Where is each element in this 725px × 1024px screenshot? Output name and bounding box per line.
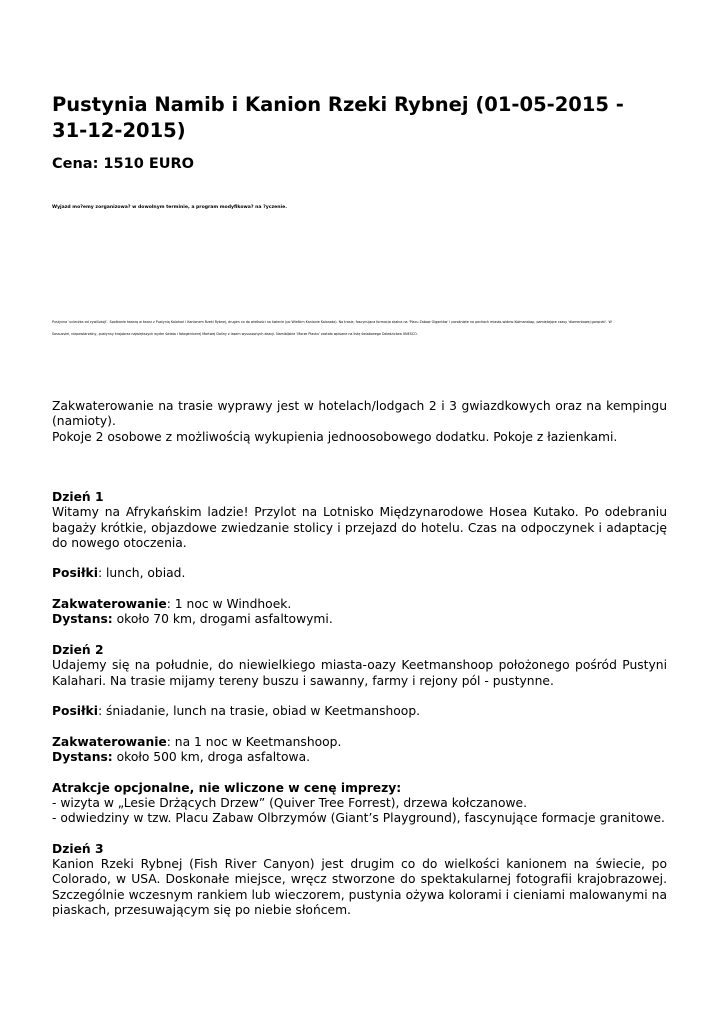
day-2-text: Udajemy się na południe, do niewielkiego miasta-oazy Keetmanshoop położonego pośród Pustyni Kalahari. Na trasie mijamy tereny buszu i sawanny, farmy i rejony pól - pustynne. — [52, 658, 667, 688]
day-2-meals — [52, 704, 667, 719]
meals-value: : śniadanie, lunch na trasie, obiad w Keetmanshoop. — [97, 704, 421, 719]
price: Cena: 1510 EURO — [52, 156, 195, 172]
optional-attraction-1: - wizyta w „Lesie Drżących Drzew” (Quiver Tree Forrest), drzewa kołczanowe. — [52, 795, 528, 810]
stay-label: Zakwaterowanie — [52, 597, 167, 612]
intro-line-2: Sossusvlei, niepowtarzalny, pustynny krajobraz największych wydm świata i fotogenicznej Martwej Doliny z lasem wysuszonych akacji. Namibijskie ‘Morze Piasku’ zostało wpisane na listę światowego Dziedzictwa UNESCO. — [52, 332, 418, 336]
day-1-title: Dzień 1 — [52, 490, 104, 504]
meals-label: Posiłki — [52, 566, 98, 581]
accommodation-section — [52, 399, 667, 445]
stay-label: Zakwaterowanie — [52, 734, 167, 749]
optional-attractions-title: Atrakcje opcjonalne, nie wliczone w cenę imprezy: — [52, 780, 402, 795]
day-1-meals — [52, 566, 667, 581]
day-2-distance — [52, 750, 667, 765]
meals-value: : lunch, obiad. — [97, 566, 186, 581]
stay-value: : 1 noc w Windhoek. — [166, 597, 292, 612]
accommodation-line-1: Zakwaterowanie na trasie wyprawy jest w hotelach/lodgach 2 i 3 gwiazdkowych oraz na kempingu (namioty). — [52, 399, 667, 429]
distance-value: około 500 km, droga asfaltowa. — [112, 750, 311, 765]
stay-value: : na 1 noc w Keetmanshoop. — [166, 734, 342, 749]
itinerary — [52, 490, 667, 918]
intro-line-1: Pustynna ‘uciecżka od cywilizacji’. Spotkanie twarzą w twarz z Pustynią Kalahari i Kanionem Rzeki Rybnej, drugim co do wielkości na świecie (po Wielkim Kanionie Kolorado). Na trasie, fascynująca formacja skalna na ‘Placu Zabaw Gigantów’ i porośnięte na pochach miasto-widmo Kolmanskop, pamiętające czasy ‘diamentowej gorączki’. W — [52, 320, 612, 324]
booking-note: Wyjazd mo?emy zorganizowa? w dowolnym terminie, a program modyfikowa? na ?yczenie. — [52, 205, 287, 210]
meals-label: Posiłki — [52, 704, 98, 719]
accommodation-line-2: Pokoje 2 osobowe z możliwością wykupienia jednoosobowego dodatku. Pokoje z łazienkami. — [52, 429, 618, 444]
optional-attraction-2: - odwiedziny w tzw. Placu Zabaw Olbrzymów (Giant’s Playground), fascynujące formacje granitowe. — [52, 811, 665, 826]
day-1-text: Witamy na Afrykańskim ladzie! Przylot na Lotnisko Międzynarodowe Hosea Kutako. Po odebraniu bagaży krótkie, objazdowe zwiedzanie stolicy i przejazd do hotelu. Czas na odpoczynek i adaptację do nowego otoczenia. — [52, 505, 667, 550]
day-2-stay — [52, 735, 667, 750]
distance-label: Dystans: — [52, 612, 113, 627]
distance-label: Dystans: — [52, 750, 113, 765]
day-3-text: Kanion Rzeki Rybnej (Fish River Canyon) jest drugim co do wielkości kanionem na świecie, po Colorado, w USA. Doskonałe miejsce, wręcz stworzone do spektakularnej fotografii krajobrazowej. Szczególnie wczesnym rankiem lub wieczorem, pustynia ożywa kolorami i cieniami malowanymi na piaskach, przesuwającym się po niebie słońcem. — [52, 857, 667, 918]
distance-value: około 70 km, drogami asfaltowymi. — [112, 612, 333, 627]
day-1-distance — [52, 612, 667, 627]
day-3-title: Dzień 3 — [52, 841, 104, 856]
day-1-stay — [52, 597, 667, 612]
page-title: Pustynia Namib i Kanion Rzeki Rybnej (01-05-2015 - 31-12-2015) — [52, 93, 624, 142]
day-2-title: Dzień 2 — [52, 642, 104, 657]
